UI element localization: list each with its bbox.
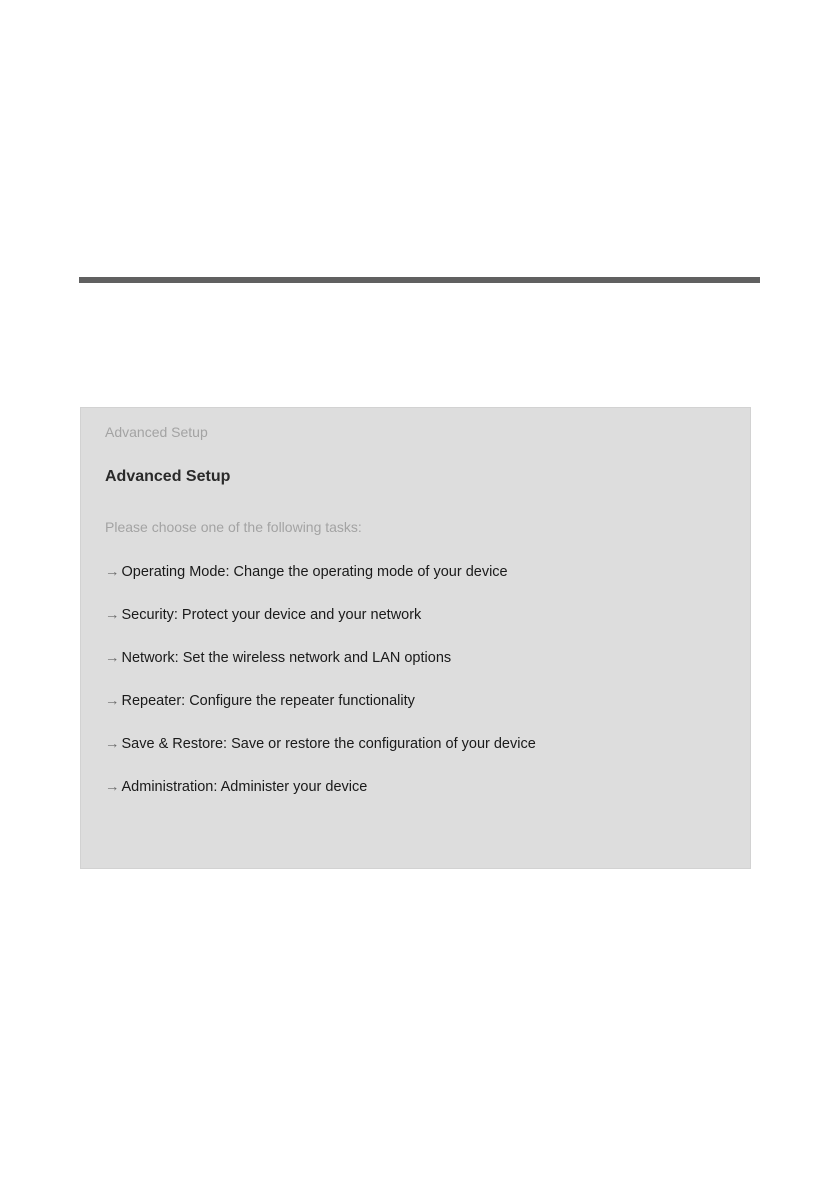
- task-list: [105, 564, 536, 822]
- task-link-network[interactable]: [105, 650, 536, 693]
- task-label: Network: Set the wireless network and LAN options: [121, 650, 452, 666]
- task-label: Administration: Administer your device: [121, 779, 368, 795]
- horizontal-rule: [79, 277, 760, 283]
- task-link-repeater[interactable]: [105, 693, 536, 736]
- advanced-setup-panel: [80, 407, 751, 869]
- task-link-administration[interactable]: [105, 779, 536, 822]
- arrow-right-icon: →: [105, 736, 120, 752]
- page-title: Advanced Setup: [105, 468, 231, 485]
- arrow-right-icon: →: [105, 607, 120, 623]
- task-label: Save & Restore: Save or restore the configuration of your device: [121, 736, 536, 752]
- task-link-security[interactable]: [105, 607, 536, 650]
- breadcrumb: Advanced Setup: [105, 424, 208, 440]
- arrow-right-icon: →: [105, 779, 120, 795]
- arrow-right-icon: →: [105, 650, 120, 666]
- arrow-right-icon: →: [105, 693, 120, 709]
- task-label: Repeater: Configure the repeater functionality: [121, 693, 415, 709]
- task-label: Operating Mode: Change the operating mode of your device: [121, 564, 508, 580]
- arrow-right-icon: →: [105, 564, 120, 580]
- task-instruction: Please choose one of the following tasks:: [105, 519, 362, 535]
- task-link-save-restore[interactable]: [105, 736, 536, 779]
- task-label: Security: Protect your device and your network: [121, 607, 422, 623]
- task-link-operating-mode[interactable]: [105, 564, 536, 607]
